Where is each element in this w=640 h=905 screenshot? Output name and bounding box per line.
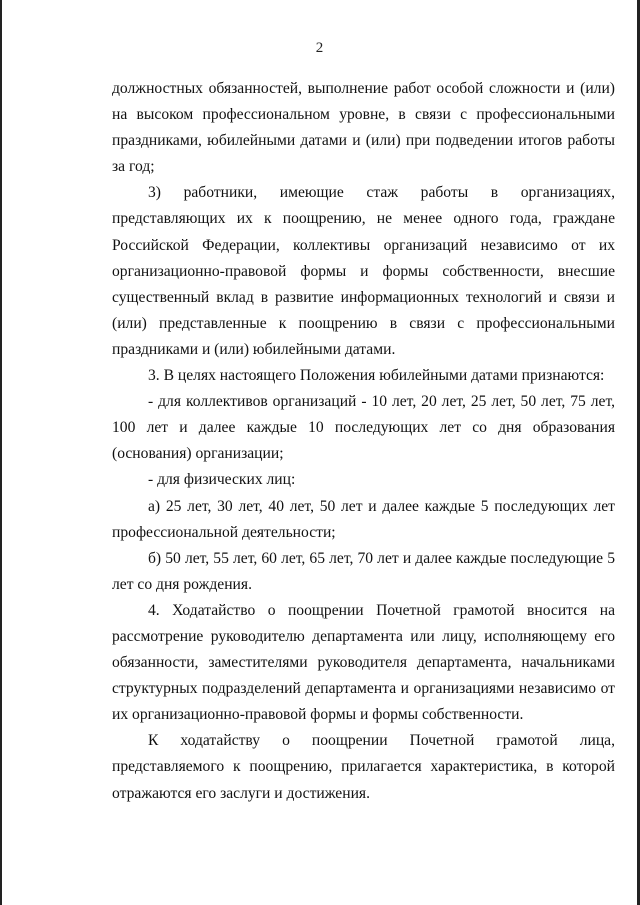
paragraph-item-3: 3) работники, имеющие стаж работы в организациях, представляющих их к поощрению, не менее одного года, граждане Российской Федерации, коллективы организаций независимо от их организационно-правовой формы и формы собственности, внесшие существенный вклад в развитие информационных технологий и связи и (или) представленные к поощрению в связи с профессиональными праздниками и (или) юбилейными датами. bbox=[112, 184, 615, 358]
paragraph-individuals: - для физических лиц: bbox=[148, 471, 296, 489]
paragraph-item-b: б) 50 лет, 55 лет, 60 лет, 65 лет, 70 лет и далее каждые последующие 5 лет со дня рождения. bbox=[112, 549, 615, 593]
paragraph-section-4: 4. Ходатайство о поощрении Почетной грамотой вносится на рассмотрение руководителю департамента или лицу, исполняющему его обязанности, заместителями руководителя департамента, начальниками структурных подразделений департамента и организациями независимо от их организационно-правовой формы и формы собственности. bbox=[112, 601, 615, 724]
paragraph-continuation: должностных обязанностей, выполнение работ особой сложности и (или) на высоком профессиональном уровне, в связи с профессиональными праздниками, юбилейными датами и (или) при подведении итогов работы за год; bbox=[112, 80, 615, 176]
paragraph-collectives: - для коллективов организаций - 10 лет, 20 лет, 25 лет, 50 лет, 75 лет, 100 лет и далее каждые 10 последующих лет со дня образования (основания) организации; bbox=[112, 393, 615, 463]
paragraph-section-3: 3. В целях настоящего Положения юбилейными датами признаются: bbox=[148, 367, 605, 385]
document-body bbox=[112, 76, 615, 807]
paragraph-item-a: а) 25 лет, 30 лет, 40 лет, 50 лет и далее каждые 5 последующих лет профессиональной деятельности; bbox=[112, 497, 615, 541]
paragraph-characteristic: К ходатайству о поощрении Почетной грамотой лица, представляемого к поощрению, прилагается характеристика, в которой отражаются его заслуги и достижения. bbox=[112, 732, 615, 802]
page-number: 2 bbox=[315, 40, 324, 56]
